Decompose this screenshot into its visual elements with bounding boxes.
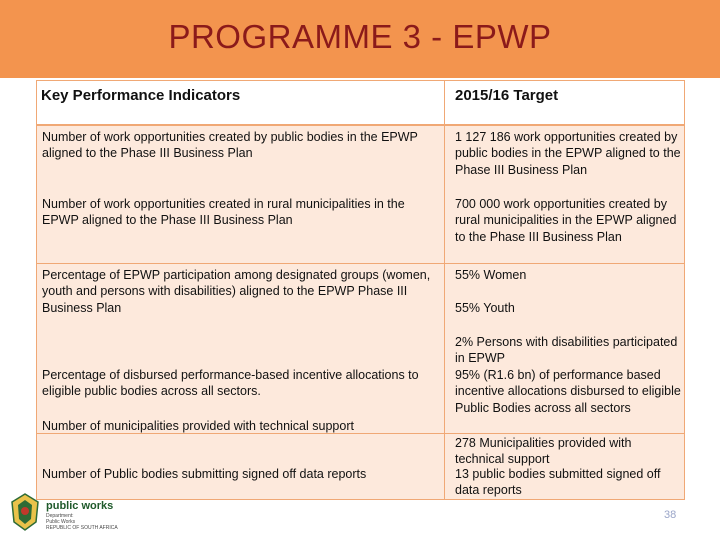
kpi-cell: Number of municipalities provided with technical support [42, 418, 354, 433]
table-header-row [37, 81, 685, 125]
target-cell: 55% Women [455, 267, 527, 282]
target-cell: 95% (R1.6 bn) of performance based incentive allocations disbursed to eligible Public Bodies across all sectors [455, 367, 681, 416]
target-cell: 278 Municipalities provided with technical support [455, 435, 632, 467]
kpi-col-2 [37, 263, 445, 433]
target-col-3 [445, 433, 685, 499]
kpi-cell: Number of work opportunities created in rural municipalities in the EPWP aligned to the Phase III Business Plan [42, 196, 405, 228]
target-cell: 700 000 work opportunities created by rural municipalities in the EPWP aligned to the Phase III Business Plan [455, 196, 677, 245]
target-cell: 55% Youth [455, 300, 515, 315]
kpi-cell: Number of Public bodies submitting signed off data reports [42, 466, 367, 481]
page-title: PROGRAMME 3 - EPWP [168, 18, 552, 55]
table-row [37, 263, 685, 433]
coat-of-arms-logo [8, 492, 42, 532]
logo-subtext: Department: Public Works REPUBLIC OF SOUTH AFRICA [46, 513, 118, 531]
header-target: 2015/16 Target [445, 81, 685, 125]
kpi-cell: Percentage of disbursed performance-based incentive allocations to eligible public bodies across all sectors. [42, 367, 419, 399]
kpi-table [36, 80, 685, 500]
table-row [37, 125, 685, 264]
target-col-1 [445, 125, 685, 264]
kpi-col-3 [37, 433, 445, 499]
target-cell: 13 public bodies submitted signed off data reports [455, 466, 661, 498]
header-kpi: Key Performance Indicators [37, 81, 445, 125]
table-row [37, 433, 685, 499]
kpi-cell: Number of work opportunities created by public bodies in the EPWP aligned to the Phase III Business Plan [42, 129, 418, 161]
kpi-col-1 [37, 125, 445, 264]
page-number: 38 [664, 509, 677, 521]
kpi-cell: Percentage of EPWP participation among designated groups (women, youth and persons with disabilities) aligned to the EPWP Phase III Business Plan [42, 267, 431, 316]
target-cell: 2% Persons with disabilities participated in EPWP [455, 334, 678, 366]
target-col-2 [445, 263, 685, 467]
logo-brand: public works [46, 500, 114, 512]
target-cell: 1 127 186 work opportunities created by public bodies in the EPWP aligned to the Phase III Business Plan [455, 129, 681, 178]
